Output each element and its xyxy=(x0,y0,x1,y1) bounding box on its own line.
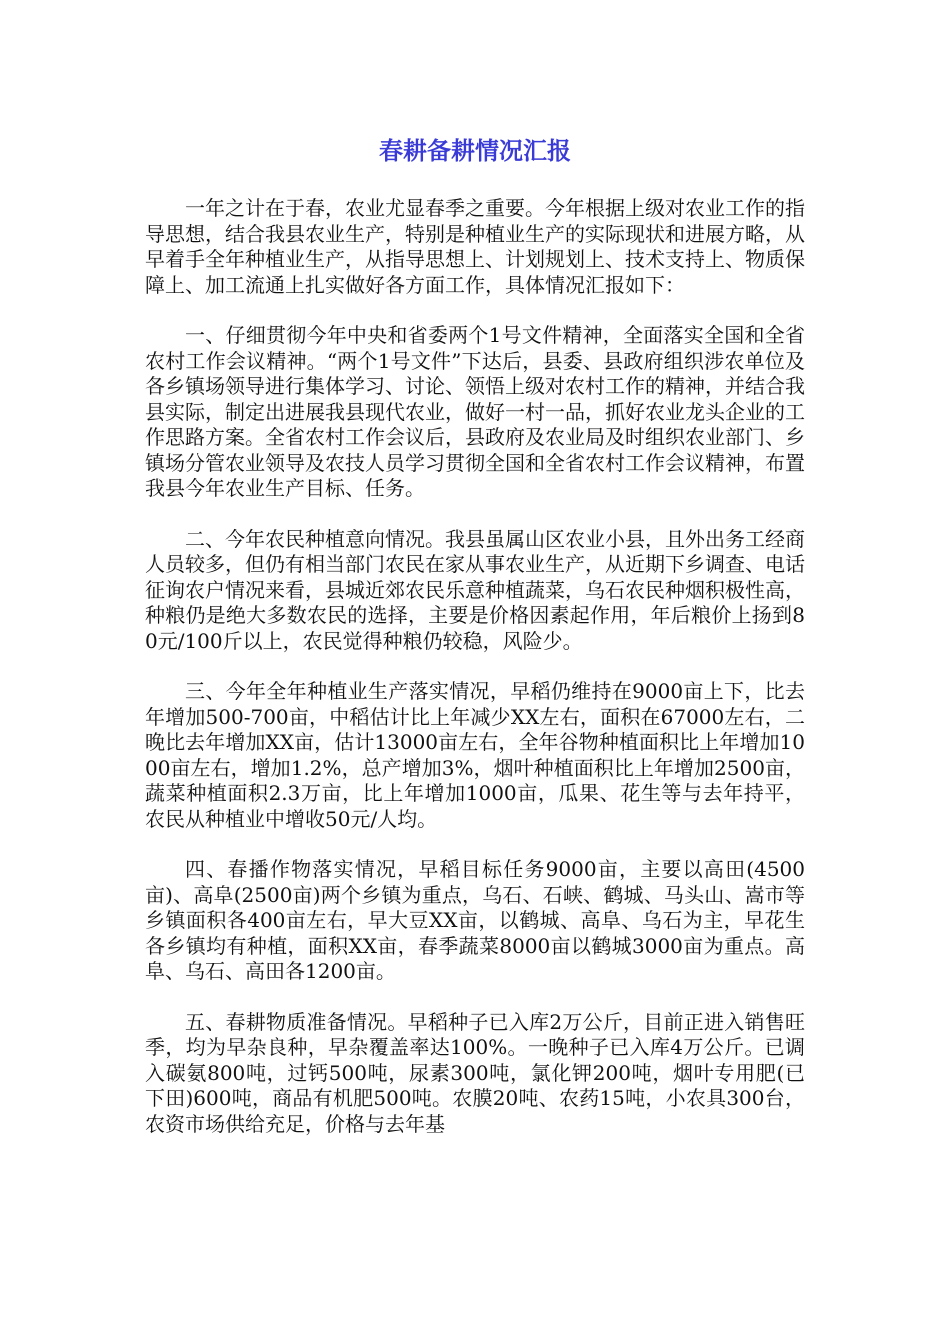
document-body xyxy=(145,196,805,1162)
paragraph-intro: 一年之计在于春，农业尤显春季之重要。今年根据上级对农业工作的指导思想，结合我县农业生产，特别是种植业生产的实际现状和进展方略，从早着手全年种植业生产，从指导思想上、计划规划上、技术支持上、物质保障上、加工流通上扎实做好各方面工作，具体情况汇报如下： xyxy=(145,196,805,297)
paragraph-section-5: 五、春耕物质准备情况。早稻种子已入库2万公斤，目前正进入销售旺季，均为早杂良种，早杂覆盖率达100%。一晚种子已入库4万公斤。已调入碳氨800吨，过钙500吨，尿素300吨，氯化钾200吨，烟叶专用肥(已下田)600吨，商品有机肥500吨。农膜20吨、农药15吨，小农具300台，农资市场供给充足，价格与去年基 xyxy=(145,1009,805,1136)
paragraph-section-2: 二、今年农民种植意向情况。我县虽属山区农业小县，且外出务工经商人员较多，但仍有相当部门农民在家从事农业生产，从近期下乡调查、电话征询农户情况来看，县城近郊农民乐意种植蔬菜，乌石农民种烟积极性高，种粮仍是绝大多数农民的选择，主要是价格因素起作用，年后粮价上扬到80元/100斤以上，农民觉得种粮仍较稳，风险少。 xyxy=(145,526,805,653)
paragraph-section-3: 三、今年全年种植业生产落实情况，早稻仍维持在9000亩上下，比去年增加500-700亩，中稻估计比上年减少XX左右，面积在67000左右，二晚比去年增加XX亩，估计13000亩左右，全年谷物种植面积比上年增加1000亩左右，增加1.2%，总产增加3%，烟叶种植面积比上年增加2500亩，蔬菜种植面积2.3万亩，比上年增加1000亩，瓜果、花生等与去年持平，农民从种植业中增收50元/人均。 xyxy=(145,679,805,831)
paragraph-section-1: 一、仔细贯彻今年中央和省委两个1号文件精神，全面落实全国和全省农村工作会议精神。“两个1号文件”下达后，县委、县政府组织涉农单位及各乡镇场领导进行集体学习、讨论、领悟上级对农村工作的精神，并结合我县实际，制定出进展我县现代农业，做好一村一品，抓好农业龙头企业的工作思路方案。全省农村工作会议后，县政府及农业局及时组织农业部门、乡镇场分管农业领导及农技人员学习贯彻全国和全省农村工作会议精神，布置我县今年农业生产目标、任务。 xyxy=(145,323,805,500)
document-title: 春耕备耕情况汇报 xyxy=(379,137,571,165)
paragraph-section-4: 四、春播作物落实情况，早稻目标任务9000亩，主要以高田(4500亩)、高阜(2500亩)两个乡镇为重点，乌石、石峡、鹤城、马头山、嵩市等乡镇面积各400亩左右，早大豆XX亩，以鹤城、高阜、乌石为主，早花生各乡镇均有种植，面积XX亩，春季蔬菜8000亩以鹤城3000亩为重点。高阜、乌石、高田各1200亩。 xyxy=(145,857,805,983)
